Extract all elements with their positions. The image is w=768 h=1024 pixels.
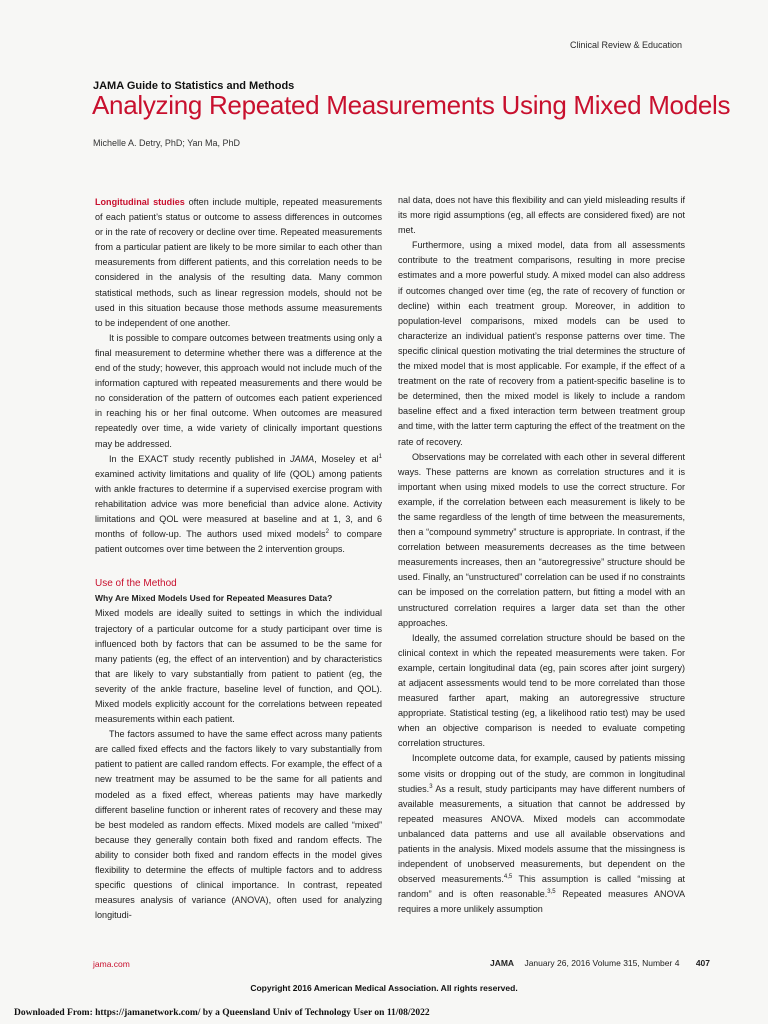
paragraph-text: Repeated measures ANOVA requires a more unlikely assumption (398, 889, 685, 915)
paragraph: It is possible to compare outcomes between treatments using only a final measurement to determine whether there was a difference at the end of the study; however, this approach would not include much of the information captured with repeated measurements and there would be no consideration of the pattern of outcomes each patient experienced in reaching his or her final outcome. When outcomes are measured repeatedly over time, a wide variety of clinically important questions may be addressed. (95, 332, 382, 449)
paragraph: The factors assumed to have the same effect across many patients are called fixed effects and the factors likely to vary substantially from patient to patient are called random effects. For example, the effect of a new treatment may be assumed to be the same for all patients and modeled as a fixed effect, whereas patients may have markedly different baseline function or inherent rates of recovery and these may be best modeled as random effects. Mixed models are called “mixed” because they generally contain both fixed and random effects. The ability to consider both fixed and random effects in the model gives flexibility to determine the effects of multiple factors and to address specific questions of clinical importance. In contrast, repeated measures analysis of variance (ANOVA), often used for analyzing longitudi- (95, 729, 382, 921)
paragraph-text: often include multiple, repeated measurements of each patient’s status or outcome to assess differences in outcomes or in the rate of recovery or decline over time. Repeated measurements from a particular patient are likely to be more similar to each other than measurements from different patients, and this correlation needs to be considered in the analysis of the resulting data. Many common statistical methods, such as linear regression models, should not be used in this situation because those methods assume measurements to be independent of one another. (95, 197, 382, 328)
paragraph-text: to compare patient outcomes over time between the 2 intervention groups. (95, 529, 382, 555)
paragraph-text: This assumption is called “missing at random” and is often reasonable. (398, 874, 685, 900)
journal-name: JAMA (489, 958, 515, 968)
paragraph-text: examined activity limitations and quality of life (QOL) among patients with ankle fractures to determine if a supervised exercise program with rehabilitation advice was more beneficial than advice alone. Activity limitations and QOL were measured at baseline and at 1, 3, and 6 months of follow-up. The authors used mixed models (95, 468, 382, 540)
citation-ref: 3,5 (547, 889, 556, 896)
journal-name: JAMA (290, 453, 315, 464)
right-column (398, 193, 685, 918)
author-list: Michelle A. Detry, PhD; Yan Ma, PhD (93, 138, 241, 148)
series-name: JAMA Guide to Statistics and Methods (93, 80, 295, 92)
paragraph-text: Incomplete outcome data, for example, caused by patients missing some visits or dropping out of the study, are common in longitudinal studies. (398, 753, 685, 794)
paragraph (95, 452, 382, 558)
issue-info: January 26, 2016 Volume 315, Number 4 (524, 958, 680, 968)
paragraph: Furthermore, using a mixed model, data from all assessments contribute to the treatment comparisons, resulting in more precise estimates and a more powerful study. A mixed model can also address if outcomes changed over time (eg, the rate of recovery of function or decline) within each treatment group. Moreover, in addition to population-level comparisons, mixed models can be used to characterize an individual patient’s response patterns over time. The specific clinical question motivating the trial determines the structure of the mixed model that is most applicable. For example, if the effect of a treatment on the rate of recovery from a patient-specific baseline is to be determined, then the mixed model is likely to include a random baseline effect and a fixed interaction term between treatment group and time, with the latter term capturing the effect of the treatment on the rate of recovery. (398, 240, 685, 447)
paragraph: Mixed models are ideally suited to settings in which the individual trajectory of a particular outcome for a study participant over time is influenced both by factors that can be assumed to be the same for many patients (eg, the effect of an intervention) and by characteristics that are likely to vary substantially from patient to patient (eg, the severity of the ankle fracture, baseline level of function, and QOL). Mixed models explicitly account for the correlations between repeated measurements within each patient. (95, 608, 382, 725)
paragraph (398, 751, 685, 917)
site-link[interactable]: jama.com (93, 959, 130, 969)
key-term: Longitudinal studies (95, 197, 185, 207)
subsection-heading: Why Are Mixed Models Used for Repeated Measures Data? (95, 593, 333, 604)
download-stamp: Downloaded From: https://jamanetwork.com/ by a Queensland Univ of Technology User on 11/08/2022 (14, 1008, 430, 1018)
section-heading: Use of the Method (95, 578, 177, 590)
citation-ref: 2 (325, 529, 329, 536)
citation-footer (490, 958, 710, 968)
citation-ref: 1 (378, 453, 382, 460)
section-label: Clinical Review & Education (569, 40, 682, 50)
paragraph-text: As a result, study participants may have different numbers of available measurements, a situation that cannot be addressed by repeated measures ANOVA. Mixed models can accommodate unbalanced data patterns and use all available observations and patients in the analysis. Mixed models assume that the missingness is independent of unobserved measurements, but dependent on the observed measurements. (398, 783, 685, 885)
paragraph: nal data, does not have this flexibility and can yield misleading results if its more rigid assumptions (eg, all effects are considered fixed) are not met. (398, 195, 685, 236)
left-column (95, 195, 382, 923)
paragraph-text: In the EXACT study recently published in (109, 453, 291, 464)
citation-ref: 3 (429, 783, 433, 790)
paragraph (95, 195, 382, 331)
copyright-notice: Copyright 2016 American Medical Association. All rights reserved. (250, 983, 518, 993)
article-title: Analyzing Repeated Measurements Using Mixed Models (92, 90, 731, 120)
citation-ref: 4,5 (503, 874, 513, 881)
paragraph: Ideally, the assumed correlation structure should be based on the clinical context in which the repeated measurements were taken. For example, certain longitudinal data (eg, pain scores after joint surgery) at adjacent assessments would tend to be more correlated than those measured farther apart, making an autoregressive structure appropriate. Statistical testing (eg, a likelihood ratio test) may be used when an objective comparison is needed to evaluate competing correlation structures. (398, 632, 685, 749)
paragraph-text: , Moseley et al (314, 453, 379, 464)
page-number: 407 (695, 958, 710, 968)
paragraph: Observations may be correlated with each other in several different ways. These patterns are known as correlation structures and it is important when using mixed models to use the correct structure. For example, if the correlation between each measurement is likely to be the same regardless of the length of time between the measurements, then a “compound symmetry” structure is appropriate. In contrast, if the correlation between measurements decreases as the time between measurements increases, then an “autoregressive” structure should be used. Finally, an “unstructured” correlation can be used if no constraints can be imposed on the correlation pattern, but fitting a model with an unstructured correlation requires a larger data set than the other approaches. (398, 451, 685, 628)
